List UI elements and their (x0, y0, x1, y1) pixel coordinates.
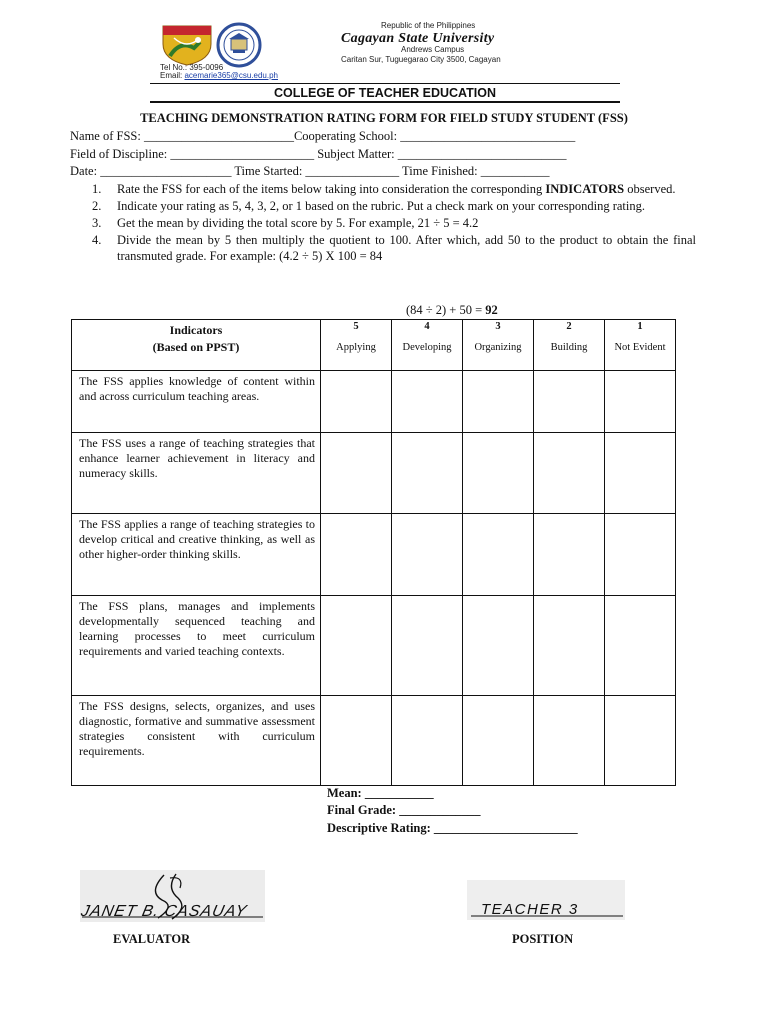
mean-field[interactable]: Mean: ___________ (327, 786, 434, 800)
indicators-header: Indicators (Based on PPST) (72, 320, 321, 371)
table-row (72, 596, 676, 696)
rating-header-5: 5 Applying (321, 320, 392, 371)
example-computation: (84 ÷ 2) + 50 = 92 (406, 303, 498, 317)
indicator-text: The FSS applies knowledge of content within and across curriculum teaching areas. (72, 371, 321, 433)
rating-cell-2[interactable] (534, 696, 605, 786)
rating-cell-3[interactable] (463, 514, 534, 596)
tel-number: 395-0096 (189, 63, 224, 72)
rating-cell-5[interactable] (321, 514, 392, 596)
rating-table (71, 319, 676, 786)
republic-line: Republic of the Philippines (381, 21, 476, 30)
contact-info (160, 64, 278, 80)
instruction-item: 3. Get the mean by dividing the total score by 5. For example, 21 ÷ 5 = 4.2 (92, 216, 479, 230)
rating-cell-1[interactable] (605, 696, 676, 786)
table-row (72, 696, 676, 786)
rating-cell-4[interactable] (392, 371, 463, 433)
rating-cell-1[interactable] (605, 596, 676, 696)
instruction-item: 2. Indicate your rating as 5, 4, 3, 2, or 1 based on the rubric. Put a check mark on your corresponding rating. (92, 199, 645, 213)
indicator-text: The FSS designs, selects, organizes, and uses diagnostic, formative and summative assessment strategies consistent with curriculum requirements. (72, 696, 321, 786)
tel-label: Tel No.: (160, 63, 188, 72)
college-name: COLLEGE OF TEACHER EDUCATION (274, 86, 496, 100)
position-handwriting (467, 880, 625, 920)
rating-cell-2[interactable] (534, 433, 605, 514)
instruction-item: 4. Divide the mean by 5 then multiply the quotient to 100. After which, add 50 to the product to obtain the final transmuted grade. For example: (4.2 ÷ 5) X 100 = 84 (92, 233, 696, 263)
evaluator-label: EVALUATOR (113, 932, 191, 946)
evaluator-signature (80, 870, 265, 922)
table-row (72, 371, 676, 433)
position-label: POSITION (512, 932, 574, 946)
field-line-date-time[interactable]: Date: _____________________ Time Started: _______________ Time Finished: ___________ (70, 164, 550, 178)
email-link[interactable]: acemarie365@csu.edu.ph (184, 71, 278, 80)
table-row (72, 433, 676, 514)
form-title: TEACHING DEMONSTRATION RATING FORM FOR FIELD STUDY STUDENT (FSS) (140, 111, 628, 125)
indicator-text: The FSS uses a range of teaching strategies that enhance learner achievement in literacy and numeracy skills. (72, 433, 321, 514)
header-rule-top (150, 83, 620, 84)
rating-cell-2[interactable] (534, 596, 605, 696)
rating-cell-5[interactable] (321, 696, 392, 786)
rating-cell-1[interactable] (605, 514, 676, 596)
rating-cell-2[interactable] (534, 514, 605, 596)
rating-cell-3[interactable] (463, 696, 534, 786)
field-line-name-school[interactable]: Name of FSS: ________________________Cooperating School: ____________________________ (70, 129, 576, 143)
email-label: Email: (160, 71, 183, 80)
rating-cell-4[interactable] (392, 696, 463, 786)
rating-header-3: 3 Organizing (463, 320, 534, 371)
final-grade-field[interactable]: Final Grade: _____________ (327, 803, 481, 817)
field-line-discipline-subject[interactable]: Field of Discipline: _______________________ Subject Matter: ___________________________ (70, 147, 567, 161)
campus-name: Andrews Campus (401, 45, 465, 54)
rating-header-2: 2 Building (534, 320, 605, 371)
header-rule-bottom (150, 101, 620, 103)
instructions-list (92, 181, 696, 265)
campus-address: Caritan Sur, Tuguegarao City 3500, Cagayan (341, 55, 501, 64)
rating-cell-2[interactable] (534, 371, 605, 433)
indicator-text: The FSS applies a range of teaching strategies to develop critical and creative thinking, as well as other higher-order thinking skills. (72, 514, 321, 596)
rating-cell-3[interactable] (463, 596, 534, 696)
rating-cell-5[interactable] (321, 433, 392, 514)
table-header-row (72, 320, 676, 371)
rating-cell-5[interactable] (321, 596, 392, 696)
rating-header-4: 4 Developing (392, 320, 463, 371)
rating-cell-3[interactable] (463, 433, 534, 514)
rating-cell-4[interactable] (392, 514, 463, 596)
table-row (72, 514, 676, 596)
evaluator-signature-text: JANET B. CASAUAY (80, 902, 249, 920)
csu-logo (160, 22, 214, 66)
rating-cell-4[interactable] (392, 433, 463, 514)
rating-cell-5[interactable] (321, 371, 392, 433)
rating-cell-4[interactable] (392, 596, 463, 696)
instruction-item: 1. Rate the FSS for each of the items below taking into consideration the corresponding INDICATORS observed. (92, 182, 676, 196)
rating-cell-1[interactable] (605, 433, 676, 514)
descriptive-rating-field[interactable]: Descriptive Rating: _______________________ (327, 821, 578, 835)
university-name: Cagayan State University (341, 31, 495, 46)
position-handwriting-text: TEACHER 3 (481, 901, 579, 918)
rating-header-1: 1 Not Evident (605, 320, 676, 371)
rating-cell-1[interactable] (605, 371, 676, 433)
rating-cell-3[interactable] (463, 371, 534, 433)
college-seal (216, 22, 262, 68)
indicator-text: The FSS plans, manages and implements developmentally sequenced teaching and learning processes to meet curriculum requirements and varied teaching contexts. (72, 596, 321, 696)
